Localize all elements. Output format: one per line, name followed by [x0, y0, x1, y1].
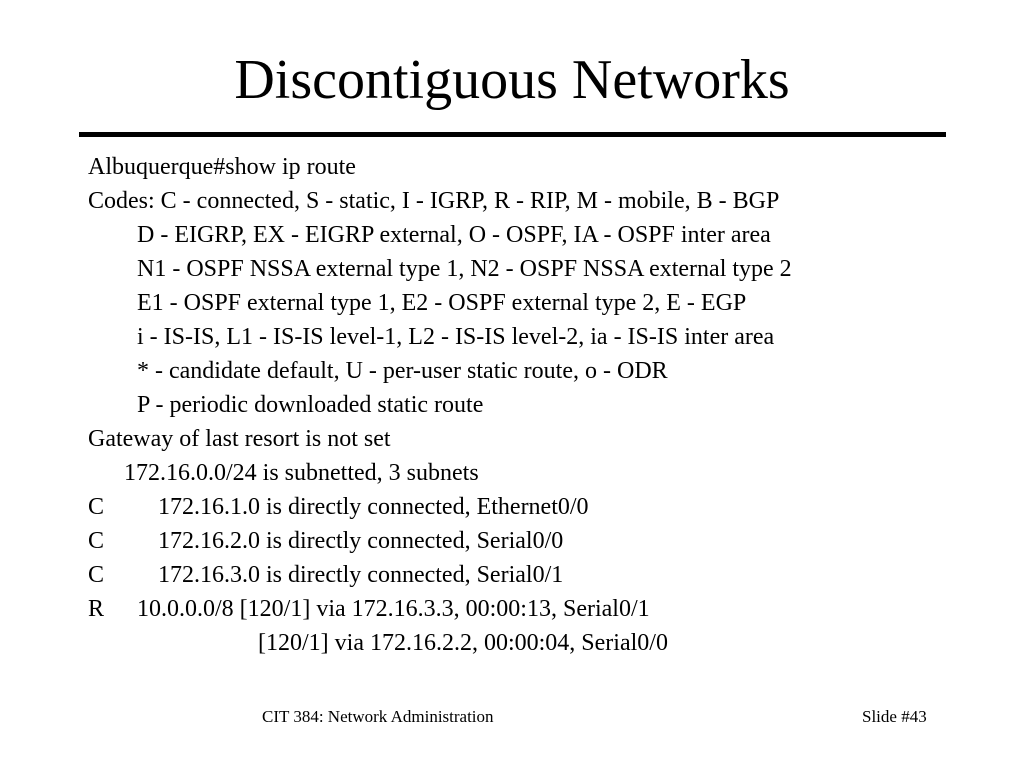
codes-line: D - EIGRP, EX - EIGRP external, O - OSPF, IA - OSPF inter area [137, 222, 771, 248]
route-code: C [88, 562, 105, 588]
command-line: Albuquerque#show ip route [88, 154, 356, 180]
footer-course: CIT 384: Network Administration [262, 707, 494, 726]
slide-title: Discontiguous Networks [234, 49, 790, 111]
route-entry: 10.0.0.0/8 [120/1] via 172.16.3.3, 00:00:13, Serial0/1 [137, 596, 650, 622]
codes-line: P - periodic downloaded static route [137, 392, 484, 418]
route-entry: 172.16.3.0 is directly connected, Serial0/1 [158, 562, 564, 588]
codes-line: Codes: C - connected, S - static, I - IGRP, R - RIP, M - mobile, B - BGP [88, 188, 780, 214]
route-code: R [88, 596, 105, 622]
subnet-summary-line: 172.16.0.0/24 is subnetted, 3 subnets [124, 460, 479, 486]
route-entry: 172.16.2.0 is directly connected, Serial0/0 [158, 528, 564, 554]
route-entry: 172.16.1.0 is directly connected, Ethernet0/0 [158, 494, 589, 520]
route-code: C [88, 528, 105, 554]
codes-line: N1 - OSPF NSSA external type 1, N2 - OSPF NSSA external type 2 [137, 256, 792, 282]
footer-slide-number: Slide #43 [862, 707, 927, 726]
codes-line: * - candidate default, U - per-user static route, o - ODR [137, 358, 668, 384]
title-divider [79, 132, 946, 137]
gateway-line: Gateway of last resort is not set [88, 426, 391, 452]
route-code: C [88, 494, 105, 520]
codes-line: E1 - OSPF external type 1, E2 - OSPF external type 2, E - EGP [137, 290, 747, 316]
route-entry-continuation: [120/1] via 172.16.2.2, 00:00:04, Serial0/0 [258, 630, 668, 656]
codes-line: i - IS-IS, L1 - IS-IS level-1, L2 - IS-IS level-2, ia - IS-IS inter area [137, 324, 775, 350]
